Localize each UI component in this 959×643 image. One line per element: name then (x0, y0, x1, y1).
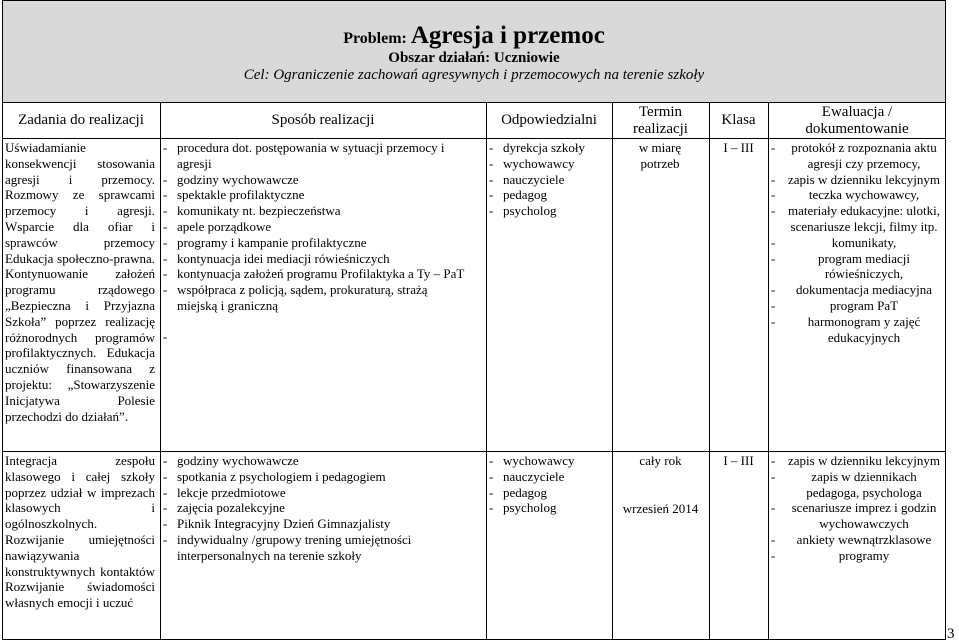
row2-evaluation-list (771, 453, 943, 564)
list-item: - programy i kampanie profilaktyczne (163, 234, 367, 250)
row1-method-list (163, 140, 481, 345)
list-item: - zapis w dzienniku lekcyjnym (771, 171, 940, 187)
list-item: - Piknik Integracyjny Dzień Gimnazjalisty (163, 516, 391, 532)
grid-line (486, 103, 487, 640)
row2-responsible-list (489, 453, 609, 516)
list-item: - wychowawcy (489, 453, 575, 468)
problem-line: Problem: Agresja i przemoc (343, 22, 605, 49)
row1-tasks: Uświadamianie konsekwencji stosowania agresji i przemocy. Rozmowy ze sprawcami przemocy i agresji. Wsparcie dla ofiar i sprawców przemocy Edukacja społeczno-prawna. Kontynuowanie założeń programu rządowego „Bezpieczna i Przyjazna Szkoła” poprzez realizację różnorodnych programów profilaktycznych. Edukacja uczniów finansowana z projektu: „Stowarzyszenie Inicjatywa Polesie przechodzi do działań”. (5, 140, 155, 424)
list-item: - godziny wychowawcze (163, 453, 299, 468)
list-item: - harmonogram y zajęć edukacyjnych (771, 313, 921, 345)
grid-line (612, 103, 613, 640)
list-item: - godziny wychowawcze (163, 171, 299, 187)
list-item: - procedura dot. postępowania w sytuacji przemocy i agresji (163, 140, 445, 171)
col-header-class: Klasa (709, 103, 768, 139)
col-header-method: Sposób realizacji (160, 103, 486, 139)
grid-line (709, 103, 710, 640)
list-item: - kontynuacja założeń programu Profilaktyka a Ty – PaT (163, 266, 465, 282)
list-item: - lekcje przedmiotowe (163, 484, 286, 500)
list-item: - psycholog (489, 500, 557, 516)
col-header-responsible: Odpowiedzialni (486, 103, 612, 139)
col-header-deadline: Termin realizacji (612, 103, 709, 139)
list-item: - spektakle profilaktyczne (163, 187, 305, 203)
list-item: - program PaT (771, 297, 899, 313)
list-item: - protokół z rozpoznania aktu agresji czy przemocy, (771, 140, 937, 171)
row1-class: I – III (723, 140, 754, 155)
problem-title: Agresja i przemoc (410, 22, 605, 49)
row1-deadline: w miarę potrzeb (638, 140, 682, 171)
list-item: - zapis w dzienniku lekcyjnym (771, 453, 940, 468)
col-header-evaluation: Ewaluacja / dokumentowanie (768, 103, 946, 139)
grid-line (768, 103, 769, 640)
area-line: Obszar działań: Uczniowie (388, 50, 560, 66)
list-item: - współpraca z policją, sądem, prokuraturą, strażą miejską i graniczną (163, 282, 428, 313)
list-item: - zajęcia pozalekcyjne (163, 500, 285, 516)
page-number: 3 (947, 626, 955, 642)
grid-line (160, 103, 161, 640)
row-separator (2, 451, 946, 452)
list-item: - dyrekcja szkoły (489, 140, 585, 155)
list-item: - materiały edukacyjne: ulotki, scenariusze lekcji, filmy itp. (771, 203, 940, 234)
list-item: - wychowawcy (489, 155, 575, 171)
list-item: - pedagog (489, 484, 548, 500)
col-header-tasks: Zadania do realizacji (2, 103, 160, 139)
row2-deadline: cały rok wrzesień 2014 (622, 453, 699, 516)
list-item: - (163, 328, 168, 344)
list-item: - komunikaty, (771, 234, 897, 250)
list-item: - nauczyciele (489, 171, 565, 187)
list-item: - komunikaty nt. bezpieczeństwa (163, 203, 341, 219)
list-item: - pedagog (489, 187, 548, 203)
list-item: - teczka wychowawcy, (771, 187, 920, 203)
list-item: - ankiety wewnątrzklasowe (771, 531, 932, 547)
list-item: - zapis w dziennikach pedagoga, psychologa (771, 468, 922, 500)
row2-class: I – III (723, 453, 754, 468)
row1-responsible-list (489, 140, 609, 219)
row2-tasks: Integracja zespołu klasowego i całej szkoły poprzez udział w imprezach klasowych i ogólnoszkolnych. Rozwijanie umiejętności nawiązywania konstruktywnych kontaktów Rozwijanie świadomości własnych emocji i uczuć (5, 453, 155, 611)
goal-line: Cel: Ograniczenie zachowań agresywnych i przemocowych na terenie szkoły (243, 67, 705, 83)
list-item: - nauczyciele (489, 468, 565, 484)
list-item: - psycholog (489, 203, 557, 219)
row1-evaluation-list (771, 140, 943, 345)
list-item: - kontynuacja idei mediacji rówieśniczych (163, 250, 390, 266)
list-item: - dokumentacja mediacyjna (771, 282, 933, 298)
list-item: - scenariusze imprez i godzin wychowawczych (771, 500, 937, 532)
row2-method-list (163, 453, 481, 564)
list-item: - apele porządkowe (163, 218, 272, 234)
list-item: - programy (771, 547, 890, 563)
list-item: - indywidualny /grupowy trening umiejętności interpersonalnych na terenie szkoły (163, 531, 412, 563)
list-item: - program mediacji rówieśniczych, (771, 250, 911, 282)
list-item: - spotkania z psychologiem i pedagogiem (163, 468, 386, 484)
